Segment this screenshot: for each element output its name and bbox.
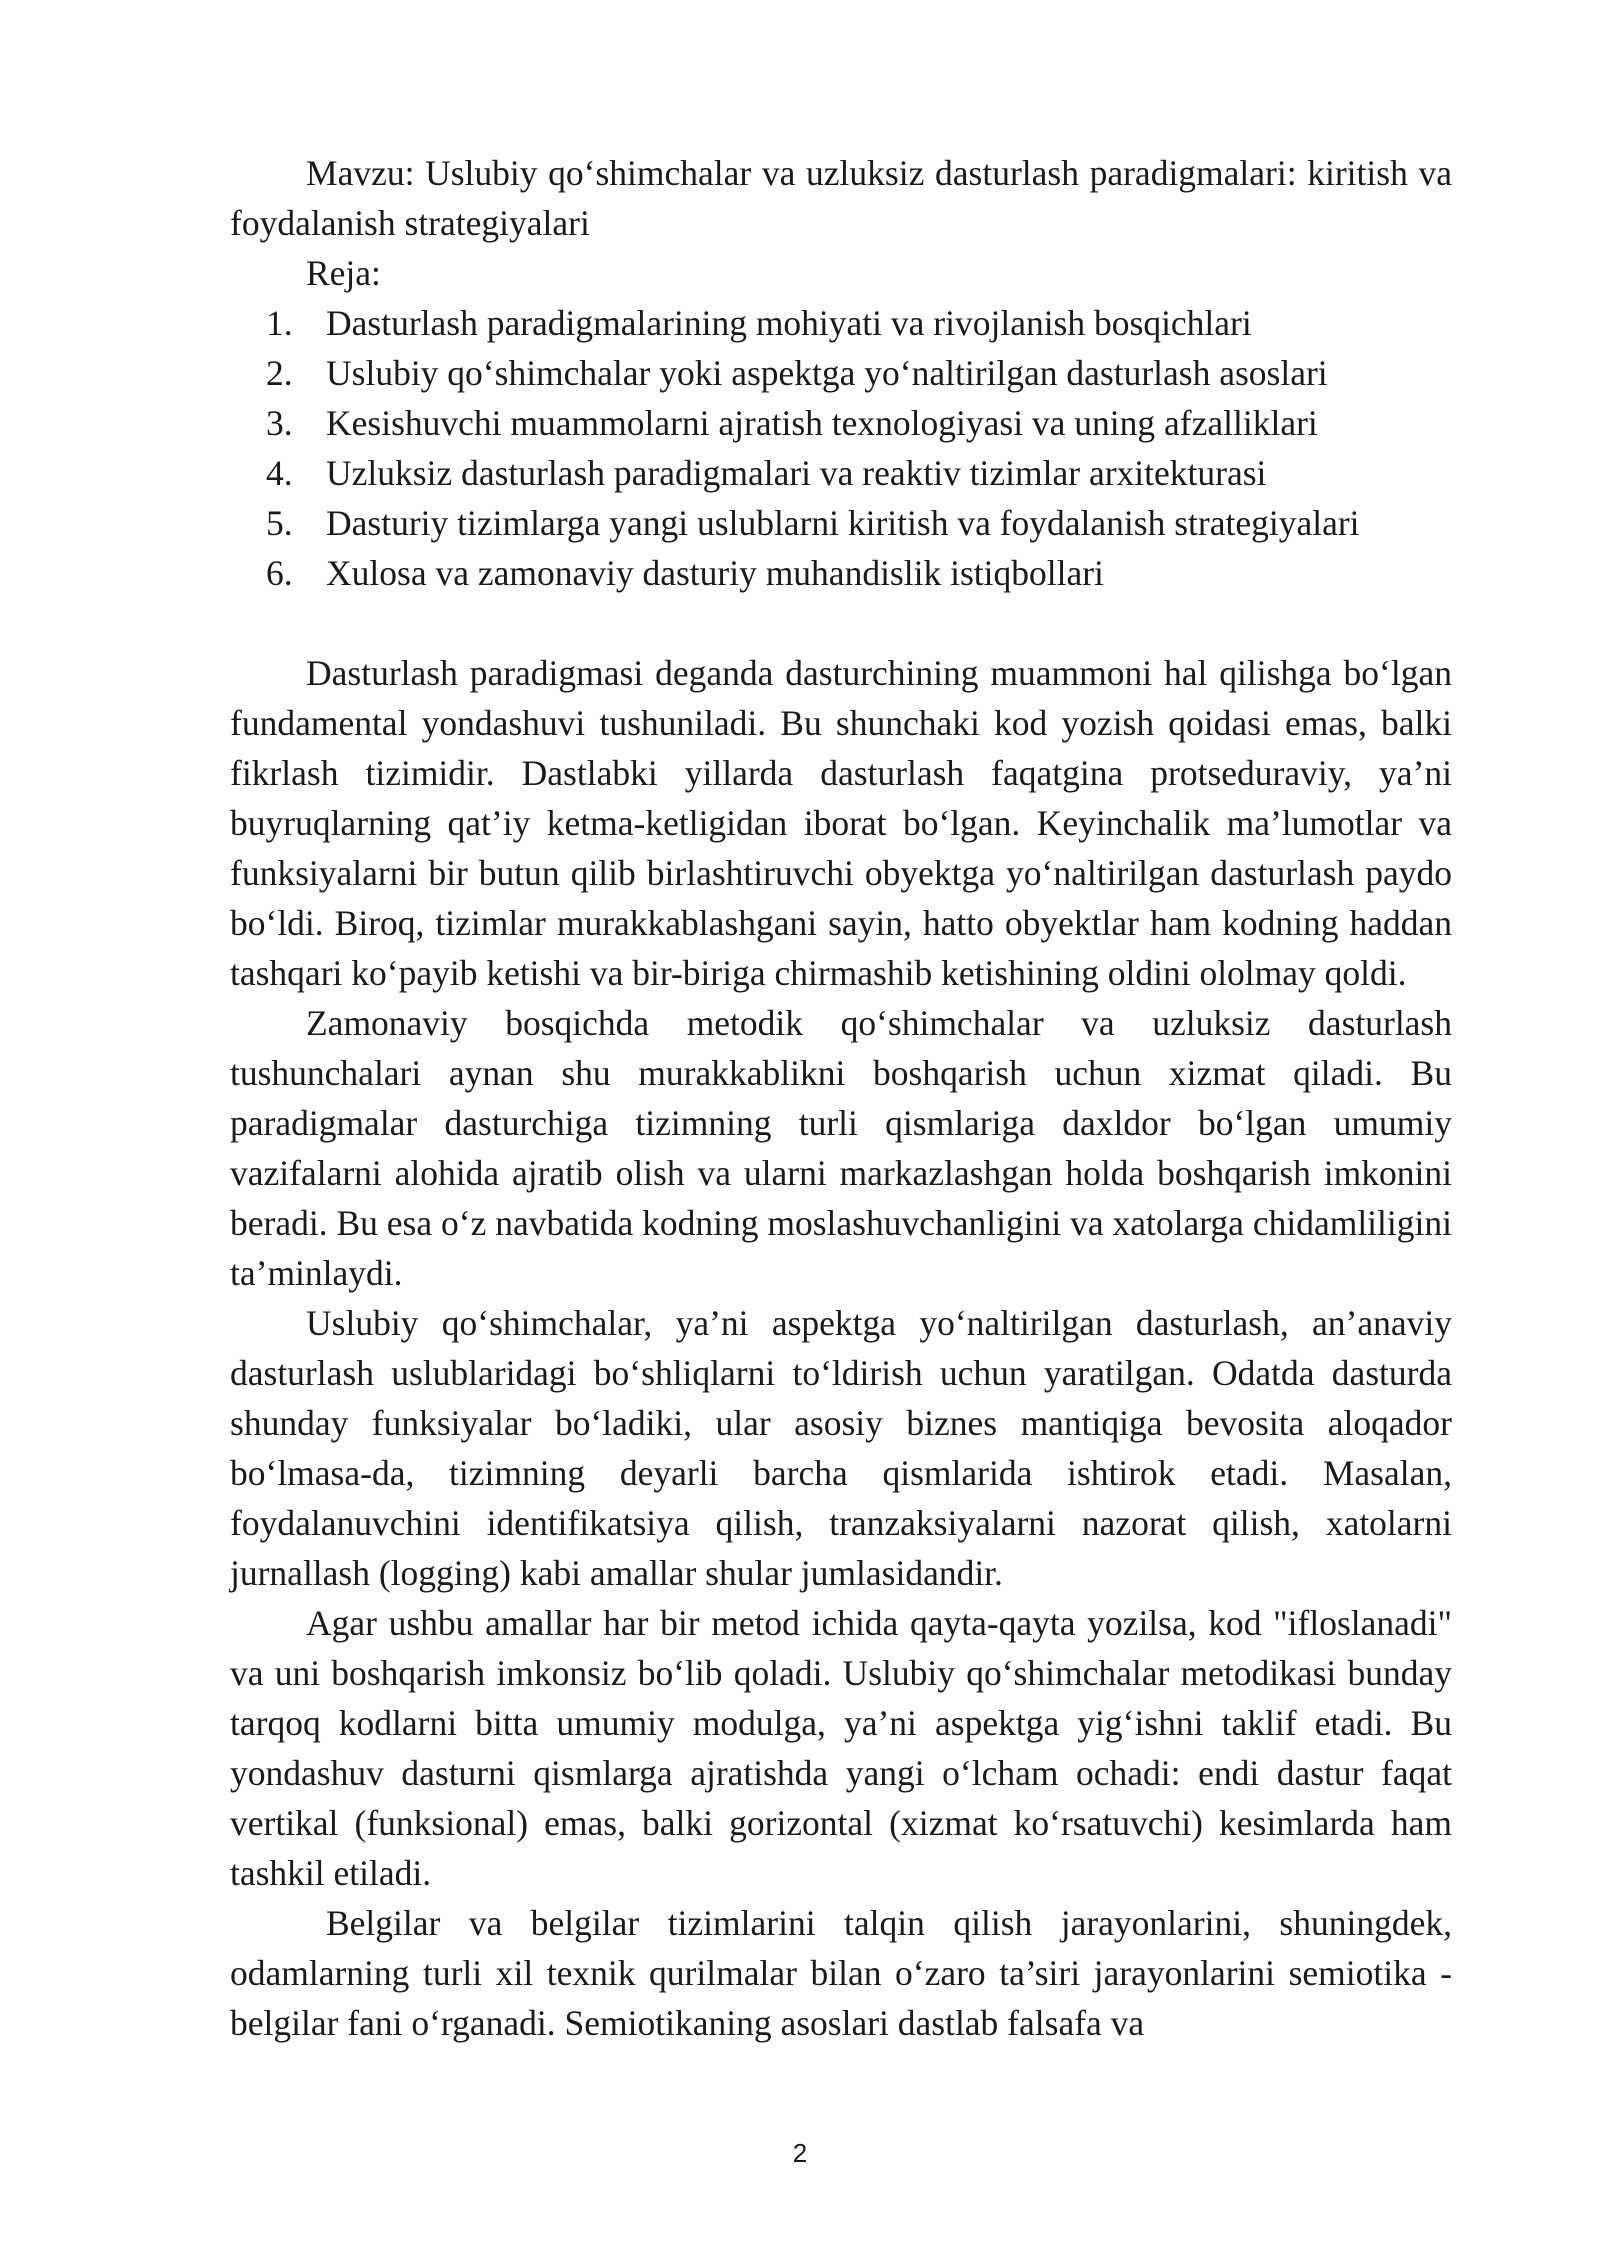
- plan-item-number: 4.: [266, 453, 293, 493]
- plan-item-number: 3.: [266, 403, 293, 443]
- body-paragraph: Zamonaviy bosqichda metodik qo‘shimchalar va uzluksiz dasturlash tushunchalari aynan shu murakkablikni boshqarish uchun xizmat qiladi. Bu paradigmalar dasturchiga tizimning turli qismlariga daxldor bo‘lgan umumiy vazifalarni alohida ajratib olish va ularni markazlashgan holda boshqarish imkonini beradi. Bu esa o‘z navbatida kodning moslashuvchanligini va xatolarga chidamliligini ta’minlaydi.: [230, 1003, 1452, 1293]
- plan-item: [230, 448, 1452, 498]
- plan-item-text: Xulosa va zamonaviy dasturiy muhandislik istiqbollari: [326, 553, 1104, 593]
- plan-item: [230, 498, 1452, 548]
- plan-item-text: Dasturiy tizimlarga yangi uslublarni kiritish va foydalanish strategiyalari: [326, 503, 1360, 543]
- blank-line: [230, 598, 1452, 648]
- plan-item: [230, 548, 1452, 598]
- body-paragraph: Uslubiy qo‘shimchalar, ya’ni aspektga yo‘naltirilgan dasturlash, an’anaviy dasturlash uslublaridagi bo‘shliqlarni to‘ldirish uchun yaratilgan. Odatda dasturda shunday funksiyalar bo‘ladiki, ular asosiy biznes mantiqiga bevosita aloqador bo‘lmasa-da, tizimning deyarli barcha qismlarida ishtirok etadi. Masalan, foydalanuvchini identifikatsiya qilish, tranzaksiyalarni nazorat qilish, xatolarni jurnallash (logging) kabi amallar shular jumlasidandir.: [230, 1303, 1452, 1593]
- plan-list: [230, 298, 1452, 598]
- plan-item: [230, 348, 1452, 398]
- document-page: [230, 148, 1452, 2048]
- body-paragraph: Agar ushbu amallar har bir metod ichida qayta-qayta yozilsa, kod "ifloslanadi" va uni boshqarish imkonsiz bo‘lib qoladi. Uslubiy qo‘shimchalar metodikasi bunday tarqoq kodlarni bitta umumiy modulga, ya’ni aspektga yig‘ishni taklif etadi. Bu yondashuv dasturni qismlarga ajratishda yangi o‘lcham ochadi: endi dastur faqat vertikal (funksional) emas, balki gorizontal (xizmat ko‘rsatuvchi) kesimlarda ham tashkil etiladi.: [230, 1603, 1452, 1893]
- plan-item: [230, 298, 1452, 348]
- plan-item-text: Kesishuvchi muammolarni ajratish texnologiyasi va uning afzalliklari: [326, 403, 1318, 443]
- body-paragraph: Belgilar va belgilar tizimlarini talqin qilish jarayonlarini, shuningdek, odamlarning turli xil texnik qurilmalar bilan o‘zaro ta’siri jarayonlarini semiotika - belgilar fani o‘rganadi. Semiotikaning asoslari dastlab falsafa va: [230, 1903, 1452, 2043]
- page-number: 2: [792, 2138, 808, 2168]
- plan-title: Reja:: [306, 253, 381, 293]
- plan-item: [230, 398, 1452, 448]
- plan-item-number: 6.: [266, 553, 293, 593]
- plan-item-text: Dasturlash paradigmalarining mohiyati va rivojlanish bosqichlari: [326, 303, 1252, 343]
- document-topic: Mavzu: Uslubiy qo‘shimchalar va uzluksiz dasturlash paradigmalari: kiritish va foydalanish strategiyalari: [230, 153, 1452, 243]
- plan-item-text: Uzluksiz dasturlash paradigmalari va reaktiv tizimlar arxitekturasi: [326, 453, 1267, 493]
- plan-item-number: 2.: [266, 353, 293, 393]
- body-paragraph: Dasturlash paradigmasi deganda dasturchining muammoni hal qilishga bo‘lgan fundamental yondashuvi tushuniladi. Bu shunchaki kod yozish qoidasi emas, balki fikrlash tizimidir. Dastlabki yillarda dasturlash faqatgina protseduraviy, ya’ni buyruqlarning qat’iy ketma-ketligidan iborat bo‘lgan. Keyinchalik ma’lumotlar va funksiyalarni bir butun qilib birlashtiruvchi obyektga yo‘naltirilgan dasturlash paydo bo‘ldi. Biroq, tizimlar murakkablashgani sayin, hatto obyektlar ham kodning haddan tashqari ko‘payib ketishi va bir-biriga chirmashib ketishining oldini ololmay qoldi.: [230, 653, 1452, 993]
- plan-item-number: 1.: [266, 303, 293, 343]
- plan-item-number: 5.: [266, 503, 293, 543]
- plan-item-text: Uslubiy qo‘shimchalar yoki aspektga yo‘naltirilgan dasturlash asoslari: [326, 353, 1328, 393]
